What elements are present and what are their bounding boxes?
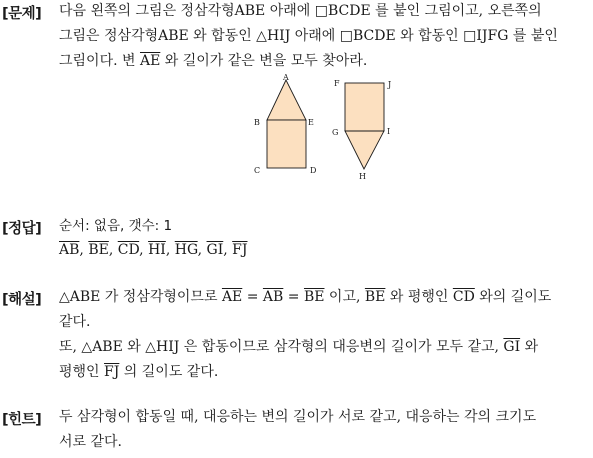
answer-line-1: 순서: 없음, 갯수: 1: [59, 218, 173, 234]
point-b: B: [254, 118, 260, 127]
segment-cd: $\overline{CD}$: [117, 242, 140, 258]
segment-fj: $\overline{FJ}$: [232, 242, 248, 258]
point-a: A: [283, 73, 289, 82]
square-ijfg: [345, 83, 384, 131]
problem-line-1: 다음 왼쪽의 그림은 정삼각형ABE 아래에 □BCDE 를 붙인 그림이고, 오른쪽의: [59, 3, 542, 19]
explanation-text: [59, 288, 589, 388]
hint-label: [힌트]: [2, 412, 42, 428]
hint-line-2: 서로 같다.: [59, 434, 122, 450]
point-i: I: [387, 127, 391, 136]
triangle-abe: [267, 80, 306, 120]
point-e: E: [308, 118, 314, 127]
point-j: J: [388, 80, 392, 89]
problem-text: [59, 2, 589, 77]
explanation-line-2: 같다.: [59, 314, 91, 330]
hint-line-1: 두 삼각형이 합동일 때, 대응하는 변의 길이가 서로 같고, 대응하는 각의 크기도: [59, 409, 537, 425]
triangle-hij: [345, 131, 384, 169]
answer-text: [59, 217, 589, 266]
explanation-line-3: 또, △ABE 와 △HIJ 은 합동이므로 삼각형의 대응변의 길이가 모두 같고, $\overline{GI}$ 와: [59, 339, 539, 355]
segment-hi: $\overline{HI}$: [148, 242, 166, 258]
problem-line-2: 그림은 정삼각형ABE 와 합동인 △HIJ 아래에 □BCDE 와 합동인 □IJFG 를 붙인: [59, 28, 558, 44]
problem-label: [문제]: [2, 6, 42, 22]
answer-label: [정답]: [2, 221, 42, 237]
point-f: F: [334, 79, 340, 88]
explanation-line-1: △ABE 가 정삼각형이므로 $\overline{AE} = \overline{AB} = \overline{BE}$ 이고, $\overline{BE}$ 와 평행인 $\overline{CD}$ 와의 길이도: [59, 289, 552, 305]
explanation-line-4: 평행인 $\overline{FJ}$ 의 길이도 같다.: [59, 364, 219, 380]
segment-ae: $\overline{AE}$: [139, 53, 161, 69]
point-d: D: [310, 166, 317, 175]
segment-be: $\overline{BE}$: [88, 242, 109, 258]
problem-line-3: 그림이다. 변 $\overline{AE}$ 와 길이가 같은 변을 모두 찾아라.: [59, 53, 368, 69]
segment-gi: $\overline{GI}$: [206, 242, 224, 258]
square-bcde: [267, 120, 306, 168]
figure: [250, 73, 410, 183]
point-h: H: [359, 172, 366, 181]
segment-hg: $\overline{HG}$: [174, 242, 198, 258]
answer-segments: $\overline{AB}$, $\overline{BE}$, $\overline{CD}$, $\overline{HI}$, $\overline{HG}$, $\overline{GI}$, $\overline{FJ}$: [59, 242, 248, 258]
segment-ab: $\overline{AB}$: [59, 242, 80, 258]
hint-text: [59, 408, 589, 458]
point-c: C: [254, 166, 261, 175]
point-g: G: [332, 128, 339, 137]
explanation-label: [해설]: [2, 292, 42, 308]
